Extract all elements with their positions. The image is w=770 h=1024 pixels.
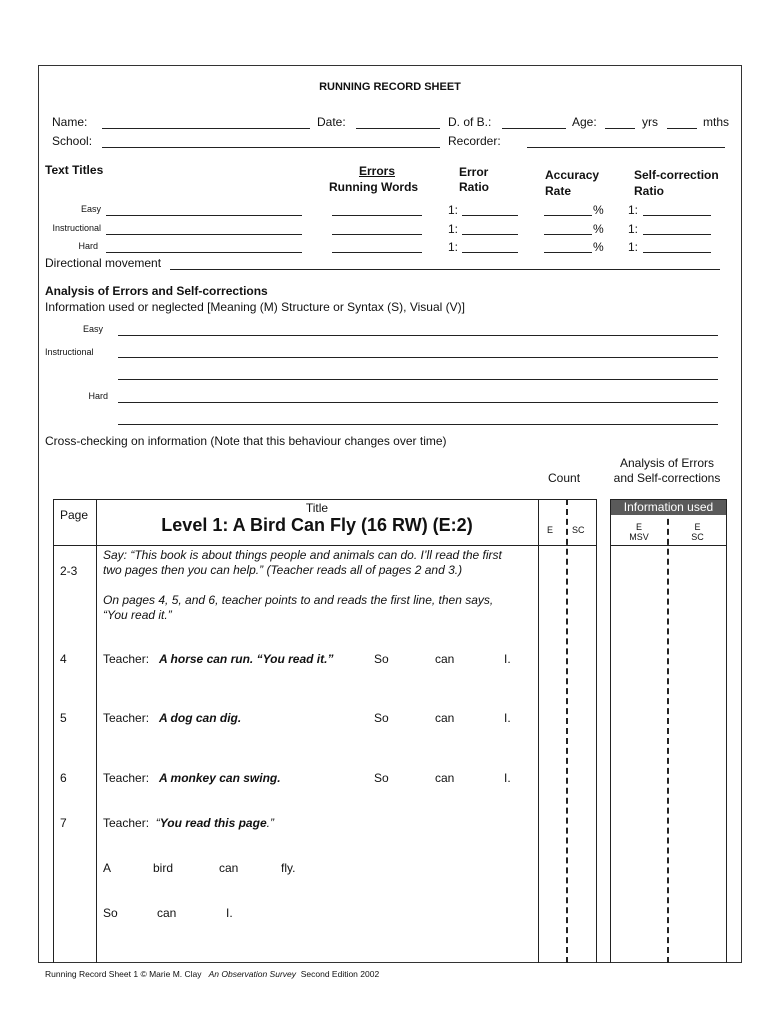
instructional-sc-field[interactable] (643, 234, 711, 235)
instructional-pct: % (593, 222, 604, 236)
text-word: fly. (281, 861, 296, 875)
analysis-instructional-field-2[interactable] (118, 379, 718, 380)
instructional-ratio-prefix: 1: (448, 222, 459, 236)
say-instruction-line-1: Say: “This book is about things people and animals can do. I’ll read the first (103, 548, 502, 562)
footer-book: An Observation Survey (208, 969, 296, 979)
text-level-instructional: Instructional (52, 223, 101, 233)
text-word: I. (504, 711, 511, 725)
analysis-errors-label-top: Analysis of Errors (619, 456, 715, 470)
text-word: So (374, 711, 389, 725)
text-word: bird (153, 861, 174, 875)
accuracy-header-top: Accuracy (545, 168, 600, 182)
mths-label: mths (703, 115, 730, 129)
text-word: can (435, 711, 455, 725)
easy-pct: % (593, 203, 604, 217)
text-word: can (435, 771, 455, 785)
easy-sc-prefix: 1: (628, 203, 639, 217)
title-label: Title (305, 501, 329, 515)
teacher-label: Teacher: (103, 771, 150, 785)
instructional-accuracy-field[interactable] (544, 234, 592, 235)
name-label: Name: (52, 115, 88, 129)
error-ratio-header-bottom: Ratio (459, 180, 489, 194)
age-label: Age: (572, 115, 597, 129)
teacher-line: A monkey can swing. (159, 771, 281, 785)
text-word: So (103, 906, 118, 920)
hard-errors-field[interactable] (332, 252, 422, 253)
text-level-easy: Easy (80, 204, 101, 214)
accuracy-header-bottom: Rate (545, 184, 572, 198)
page-number: 2-3 (60, 564, 78, 578)
text-level-hard: Hard (78, 241, 98, 251)
page-title: RUNNING RECORD SHEET (319, 81, 461, 93)
school-field[interactable] (102, 147, 440, 148)
e-column-header: E (547, 525, 554, 535)
easy-ratio-field[interactable] (462, 215, 518, 216)
date-field[interactable] (356, 128, 440, 129)
cross-checking-label: Cross-checking on information (Note that this behaviour changes over time) (45, 434, 447, 448)
text-word: So (374, 652, 389, 666)
teacher-line: You read this page (159, 816, 267, 830)
on-pages-instruction-line-1: On pages 4, 5, and 6, teacher points to and reads the first line, then says, (103, 593, 494, 607)
error-ratio-header-top: Error (459, 165, 489, 179)
recorder-field[interactable] (527, 147, 725, 148)
teacher-label: Teacher: (103, 816, 150, 830)
dob-label: D. of B.: (448, 115, 492, 129)
on-pages-instruction-line-2: “You read it.” (103, 608, 172, 622)
name-field[interactable] (102, 128, 310, 129)
page-number: 6 (60, 771, 67, 785)
sc-ratio-header-bottom: Ratio (634, 184, 664, 198)
teacher-label: Teacher: (103, 652, 150, 666)
hard-accuracy-field[interactable] (544, 252, 592, 253)
analysis-instructional-field-1[interactable] (118, 357, 718, 358)
teacher-label: Teacher: (103, 711, 150, 725)
analysis-instructional-label: Instructional (45, 347, 94, 357)
text-word: can (435, 652, 455, 666)
easy-ratio-prefix: 1: (448, 203, 459, 217)
directional-movement-label: Directional movement (45, 256, 162, 270)
analysis-hard-field-1[interactable] (118, 402, 718, 403)
teacher-line: A dog can dig. (159, 711, 242, 725)
easy-title-field[interactable] (106, 215, 302, 216)
hard-ratio-prefix: 1: (448, 240, 459, 254)
errors-header: Errors (358, 164, 396, 178)
directional-movement-field[interactable] (170, 269, 720, 270)
easy-errors-field[interactable] (332, 215, 422, 216)
sc-ratio-header-top: Self-correction (634, 168, 719, 182)
hard-sc-prefix: 1: (628, 240, 639, 254)
text-word: I. (504, 771, 511, 785)
footer-edition: Second Edition 2002 (300, 969, 380, 979)
age-months-field[interactable] (667, 128, 697, 129)
instructional-ratio-field[interactable] (462, 234, 518, 235)
hard-ratio-field[interactable] (462, 252, 518, 253)
easy-sc-field[interactable] (643, 215, 711, 216)
running-words-header: Running Words (329, 180, 419, 194)
footer-copyright: Running Record Sheet 1 © Marie M. Clay (45, 969, 202, 979)
easy-accuracy-field[interactable] (544, 215, 592, 216)
analysis-hard-label: Hard (88, 391, 108, 401)
count-label: Count (548, 471, 581, 485)
teacher-prompt (103, 816, 274, 830)
page-number: 4 (60, 652, 67, 666)
page-number: 5 (60, 711, 67, 725)
e-msv-header-bottom: MSV (629, 532, 649, 542)
hard-sc-field[interactable] (643, 252, 711, 253)
instructional-title-field[interactable] (106, 234, 302, 235)
analysis-subheading: Information used or neglected [Meaning (M) Structure or Syntax (S), Visual (V)] (45, 300, 465, 314)
date-label: Date: (317, 115, 346, 129)
close-quote: .” (266, 816, 274, 830)
text-word: I. (504, 652, 511, 666)
text-titles-heading: Text Titles (45, 163, 104, 177)
text-word: So (374, 771, 389, 785)
recorder-label: Recorder: (448, 134, 501, 148)
book-title: Level 1: A Bird Can Fly (16 RW) (E:2) (161, 515, 473, 535)
e-sc-header-top: E (694, 522, 701, 532)
analysis-easy-field[interactable] (118, 335, 718, 336)
dob-field[interactable] (502, 128, 566, 129)
yrs-label: yrs (642, 115, 658, 129)
instructional-sc-prefix: 1: (628, 222, 639, 236)
analysis-heading: Analysis of Errors and Self-corrections (45, 284, 268, 298)
e-sc-header-bottom: SC (691, 532, 704, 542)
text-word: A (103, 861, 112, 875)
text-word: I. (226, 906, 233, 920)
information-used-header: Information used (611, 500, 726, 515)
e-msv-header-top: E (635, 522, 642, 532)
instructional-errors-field[interactable] (332, 234, 422, 235)
say-instruction-line-2: two pages then you can help.” (Teacher reads all of pages 2 and 3.) (103, 563, 463, 577)
text-word: can (157, 906, 177, 920)
school-label: School: (52, 134, 93, 148)
age-years-field[interactable] (605, 128, 635, 129)
hard-title-field[interactable] (106, 252, 302, 253)
sc-column-header: SC (572, 525, 585, 535)
analysis-easy-label: Easy (82, 324, 103, 334)
analysis-errors-label-bottom: and Self-corrections (613, 471, 721, 485)
footer (45, 969, 379, 979)
page-number: 7 (60, 816, 67, 830)
text-word: can (219, 861, 239, 875)
open-quote: “ (155, 816, 160, 830)
page-column-header: Page (60, 508, 89, 522)
analysis-hard-field-2[interactable] (118, 424, 718, 425)
teacher-line: A horse can run. “You read it.” (159, 652, 334, 666)
hard-pct: % (593, 240, 604, 254)
